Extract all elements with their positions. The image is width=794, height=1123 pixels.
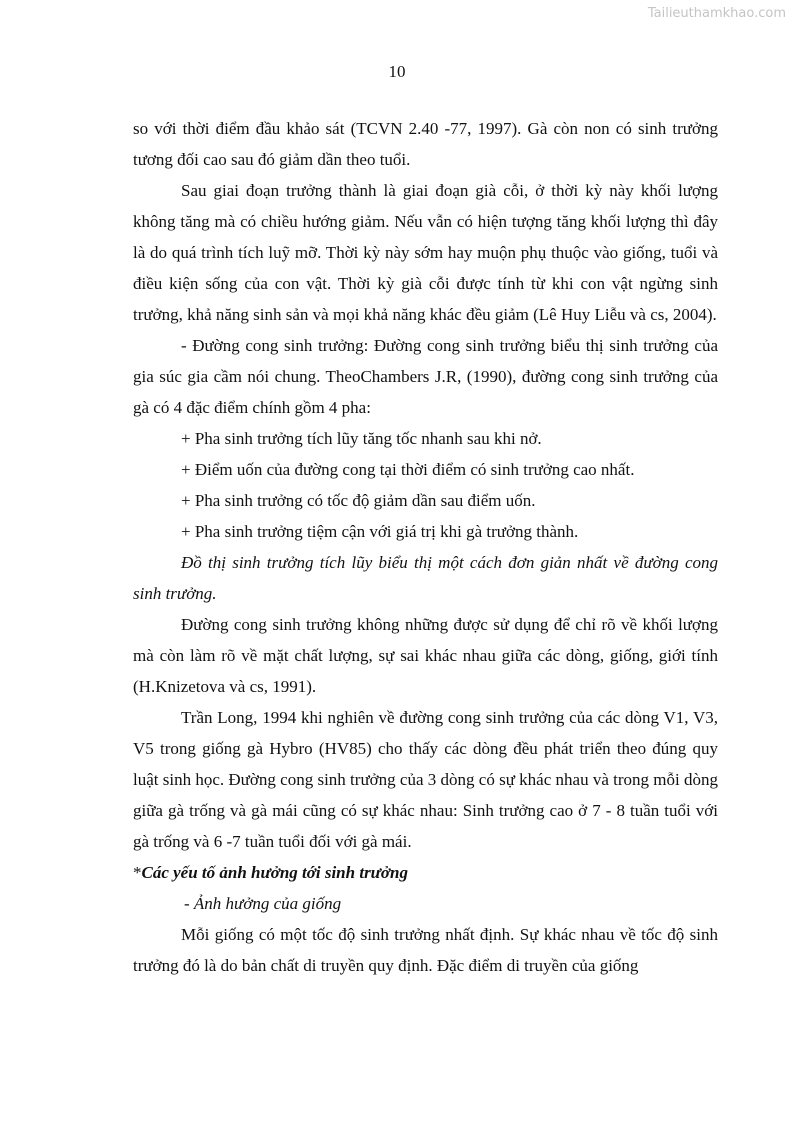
list-item-3: + Pha sinh trưởng có tốc độ giảm dần sau điểm uốn.	[181, 491, 536, 510]
paragraph-5: Đường cong sinh trưởng không những được sử dụng để chỉ rõ về khối lượng mà còn làm rõ về mặt chất lượng, sự sai khác nhau giữa các dòng, giống, giới tính (H.Knizetova và cs, 1991).	[133, 615, 718, 696]
paragraph-7: Mỗi giống có một tốc độ sinh trưởng nhất định. Sự khác nhau về tốc độ sinh trưởng đó là do bản chất di truyền quy định. Đặc điểm di truyền của giống	[133, 925, 718, 975]
paragraph-italic-note: Đồ thị sinh trưởng tích lũy biểu thị một cách đơn giản nhất về đường cong sinh trưởng.	[133, 553, 718, 603]
list-item-2: + Điểm uốn của đường cong tại thời điểm có sinh trưởng cao nhất.	[181, 460, 635, 479]
section-heading	[133, 857, 718, 888]
heading-star: *	[133, 863, 142, 882]
paragraph-3: - Đường cong sinh trưởng: Đường cong sinh trưởng biểu thị sinh trưởng của gia súc gia cầm nói chung. TheoChambers J.R, (1990), đường cong sinh trưởng của gà có 4 đặc điểm chính gồm 4 pha:	[133, 336, 718, 417]
page-number: 10	[388, 62, 406, 81]
paragraph-6: Trần Long, 1994 khi nghiên về đường cong sinh trưởng của các dòng V1, V3, V5 trong giống gà Hybro (HV85) cho thấy các dòng đều phát triển theo đúng quy luật sinh học. Đường cong sinh trưởng của 3 dòng có sự khác nhau và trong mỗi dòng giữa gà trống và gà mái cũng có sự khác nhau: Sinh trưởng cao ở 7 - 8 tuần tuổi với gà trống và 6 -7 tuần tuổi đối với gà mái.	[133, 708, 718, 851]
list-item-4: + Pha sinh trưởng tiệm cận với giá trị khi gà trưởng thành.	[181, 522, 579, 541]
paragraph-1: so với thời điểm đầu khảo sát (TCVN 2.40 -77, 1997). Gà còn non có sinh trưởng tương đối cao sau đó giảm dần theo tuổi.	[133, 119, 718, 169]
document-body	[133, 113, 718, 981]
heading-text: Các yếu tố ảnh hưởng tới sinh trưởng	[141, 863, 408, 882]
subheading: - Ảnh hưởng của giống	[184, 894, 342, 913]
list-item-1: + Pha sinh trưởng tích lũy tăng tốc nhanh sau khi nở.	[181, 429, 542, 448]
paragraph-2: Sau giai đoạn trưởng thành là giai đoạn già cỗi, ở thời kỳ này khối lượng không tăng mà có chiều hướng giảm. Nếu vẫn có hiện tượng tăng khối lượng thì đây là do quá trình tích luỹ mỡ. Thời kỳ này sớm hay muộn phụ thuộc vào giống, tuổi và điều kiện sống của con vật. Thời kỳ già cỗi được tính từ khi con vật ngừng sinh trưởng, khả năng sinh sản và mọi khả năng khác đều giảm (Lê Huy Liễu và cs, 2004).	[133, 181, 718, 324]
watermark-text: Tailieuthamkhao.com	[647, 6, 786, 21]
